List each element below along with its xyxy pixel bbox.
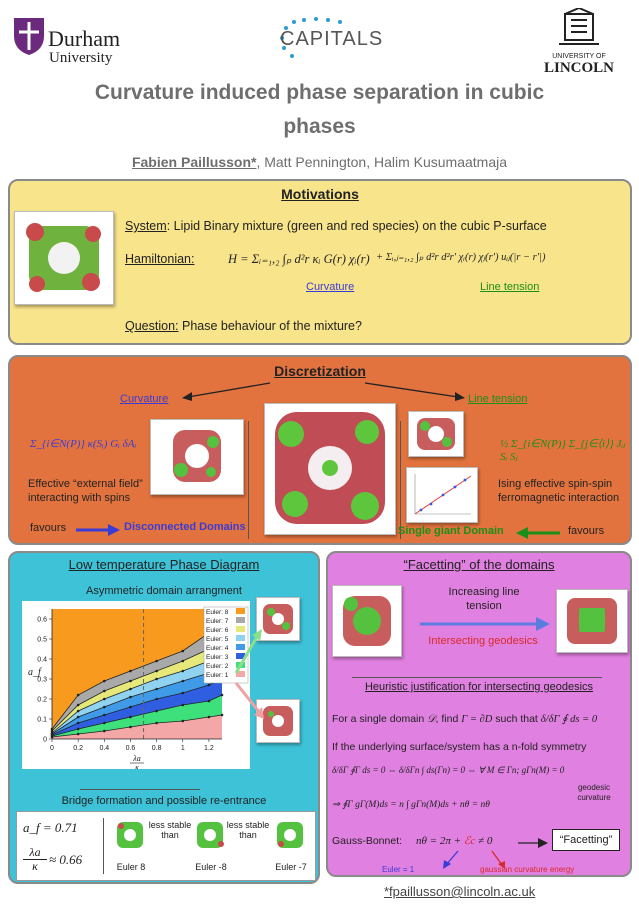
arrow-left-icon: [182, 392, 192, 401]
green-arrow-icon: [516, 527, 560, 539]
hamiltonian-eq-right: + Σᵢ,ⱼ₌₁,₂ ∫ₚ d²r d²r′ χᵢ(r) χⱼ(r′) uᵢⱼ(|r − r′|): [376, 252, 546, 263]
chart-divider: [80, 789, 200, 790]
durham-sub: University: [49, 50, 113, 66]
pink-down-arrow-icon: [236, 683, 260, 713]
boundary-point: [77, 728, 80, 731]
gauss-eq-a: nθ = 2π +: [416, 835, 462, 847]
boundary-point: [77, 710, 80, 713]
right-desc-line2: ferromagnetic interaction: [498, 492, 620, 504]
y-tick-label: 0: [43, 736, 47, 744]
gauss-bonnet-eq: [416, 834, 492, 847]
favours-right: favours: [568, 525, 605, 537]
x-tick-label: 0.6: [125, 745, 136, 752]
facetting-result-arrow-icon: [518, 838, 548, 848]
single-giant-domain: Single giant Domain: [398, 525, 504, 537]
gauss-bonnet-label: Gauss-Bonnet:: [332, 835, 403, 847]
arrow-right-icon: [455, 392, 465, 401]
variation-chain-eq: δ/δΓ ∮Γ ds = 0 ⇔ δ/δΓn ∫ ds(Γn) = 0 ⇔ ∀ M ∈ Γn; gΓn(M) = 0: [332, 765, 565, 775]
y-tick-label: 0.1: [37, 716, 47, 724]
facetting-after-icon: [557, 590, 627, 652]
disconnected-domains: Disconnected Domains: [124, 521, 246, 533]
facetting-before-icon: [333, 586, 401, 656]
phase-diagram-panel: [8, 551, 320, 884]
title-line-2: phases: [283, 115, 356, 138]
disc-curvature-label: Curvature: [120, 393, 169, 405]
legend-label: Euler: 4: [206, 645, 229, 652]
x-tick-label: 0.4: [99, 745, 110, 752]
boundary-point: [208, 716, 211, 719]
question-text: Phase behaviour of the mixture?: [178, 319, 362, 333]
boundary-point: [181, 650, 184, 653]
gauss-note: gaussian curvature energy: [480, 865, 575, 874]
boundary-point: [181, 704, 184, 707]
contact-email[interactable]: [384, 884, 535, 899]
linetension-cube-icon: [409, 412, 463, 456]
af-value: a_f = 0.71: [23, 820, 78, 835]
question-line: [125, 319, 362, 333]
legend-label: Euler: 3: [206, 654, 229, 661]
boundary-point: [181, 670, 184, 673]
legend-label: Euler: 6: [206, 627, 229, 634]
bridge-panel: [16, 811, 316, 881]
boundary-point: [155, 670, 158, 673]
right-divider: [400, 421, 401, 539]
facetting-panel: [326, 551, 632, 877]
author-main: Fabien Paillusson*: [131, 154, 257, 170]
boundary-point: [103, 690, 106, 693]
euler-minus7-icon: [273, 818, 307, 852]
boundary-point: [77, 694, 80, 697]
curvature-cube-image: [150, 419, 244, 495]
curvature-cube-icon: [151, 420, 243, 494]
nfold-line: If the underlying surface/system has a n-fold symmetry: [332, 741, 587, 753]
x-tick-label: 0.2: [73, 745, 84, 752]
red-note-arrow-icon: [492, 851, 502, 865]
phase-diagram-heading: Low temperature Phase Diagram: [68, 557, 260, 572]
poster-title: [0, 76, 639, 144]
curvature-word: curvature: [577, 793, 611, 802]
right-desc: [498, 477, 619, 505]
increasing-line1: Increasing line: [448, 586, 520, 598]
geodesic-word: geodesic: [577, 783, 611, 792]
boundary-point: [129, 688, 132, 691]
single-domain-c: such that: [495, 713, 538, 725]
boundary-point: [221, 714, 224, 717]
p-surface-image: [14, 211, 114, 305]
discretization-panel: [8, 355, 632, 545]
line-tension-label: Line tension: [480, 281, 540, 293]
legend-label: Euler: 5: [206, 636, 229, 643]
euler-8-icon: [113, 818, 147, 852]
y-tick-label: 0.2: [37, 696, 47, 704]
domain-symbol: 𝒟: [427, 714, 436, 725]
single-domain-a: For a single domain: [332, 713, 425, 725]
durham-logo: [12, 14, 142, 70]
legend-label: Euler: 8: [206, 609, 229, 616]
euler-label-2: Euler -8: [195, 862, 227, 872]
heuristic-title: Heuristic justification for intersecting geodesics: [364, 681, 594, 693]
boundary-point: [155, 660, 158, 663]
lincoln-name: LINCOLN: [543, 60, 614, 76]
facetting-heading: “Facetting” of the domains: [403, 557, 555, 572]
legend-label: Euler: 7: [206, 618, 229, 625]
legend-label: Euler: 1: [206, 672, 229, 679]
green-up-arrow-icon: [236, 635, 258, 673]
single-domain-line: [332, 713, 597, 726]
ec-symbol: ℰc: [463, 835, 476, 847]
less-stable-1: less stable than: [148, 820, 192, 840]
gauss-eq-b: ≠ 0: [478, 835, 493, 847]
boundary-point: [103, 722, 106, 725]
facetting-result-box: “Facetting”: [552, 829, 620, 851]
x-tick-label: 0.8: [151, 745, 162, 752]
boundary-point: [129, 696, 132, 699]
boundary-point: [181, 720, 184, 723]
lambda-value: ≈ 0.66: [49, 852, 83, 867]
durham-name: Durham: [48, 26, 121, 51]
discretization-heading: Discretization: [274, 363, 366, 379]
phase-arrows: [230, 613, 290, 753]
hamiltonian-eq-left: H = Σᵢ₌₁,₂ ∫ₚ d²r κᵢ G(r) χᵢ(r): [228, 252, 370, 266]
facetting-after-image: [556, 589, 628, 653]
boundary-point: [103, 706, 106, 709]
motivations-panel: [8, 179, 632, 345]
boundary-point: [77, 722, 80, 725]
y-axis-label: a_f: [28, 667, 41, 678]
boundary-point: [103, 730, 106, 733]
hamiltonian-label: Hamiltonian:: [125, 252, 195, 266]
left-desc-line2: interacting with spins: [28, 492, 131, 504]
boundary-point: [77, 733, 80, 736]
lincoln-logo: [534, 8, 624, 78]
heuristic-divider: [352, 677, 602, 678]
y-tick-label: 0.4: [37, 656, 47, 664]
email-link[interactable]: *fpaillusson@lincoln.ac.uk: [384, 884, 536, 899]
gamma-def: Γ = ∂D: [461, 714, 493, 725]
x-tick-label: 0: [50, 745, 54, 752]
boundary-point: [129, 726, 132, 729]
system-line: [125, 219, 547, 233]
integral-eq: ⇒ ∮Γ gΓ(M)ds = n ∫ gΓn(M)ds + nθ = nθ: [332, 800, 490, 810]
euler-label-3: Euler -7: [275, 862, 307, 872]
system-text: : Lipid Binary mixture (green and red species) on the cubic P-surface: [166, 219, 547, 233]
title-line-1: Curvature induced phase separation in cubic: [94, 81, 545, 104]
lincoln-crest-icon: [557, 8, 601, 48]
increasing-text: [424, 585, 544, 613]
boundary-point: [103, 714, 106, 717]
authors: [0, 154, 639, 170]
durham-crest-icon: [12, 16, 46, 56]
disc-linetension-label: Line tension: [468, 393, 528, 405]
boundary-point: [155, 678, 158, 681]
capitals-text: CAPITALS: [280, 28, 384, 50]
curvature-sum-eq: Σ_{i∈N(P)} κ(Sᵢ) Gᵢ δAᵢ: [30, 438, 137, 450]
phase-chart-container: [22, 601, 250, 769]
boundary-point: [155, 710, 158, 713]
blue-arrow-icon: [76, 524, 120, 536]
euler-note: Euler = 1: [382, 865, 415, 874]
boundary-point: [129, 716, 132, 719]
x-axis-label-num: λa: [133, 754, 141, 763]
increasing-line2: tension: [466, 600, 502, 612]
question-label: Question:: [125, 319, 179, 333]
scatter-fit-icon: [407, 468, 477, 522]
scatter-fit-image: [406, 467, 478, 523]
boundary-point: [208, 700, 211, 703]
authors-rest: , Matt Pennington, Halim Kusumaatmaja: [256, 154, 508, 170]
boundary-point: [181, 680, 184, 683]
x-axis-label-den: κ: [135, 763, 139, 769]
ising-sum-eq: ½ Σ_{i∈N(P)} Σ_{j∈⟨i⟩} Jᵢⱼ Sᵢ Sⱼ: [500, 438, 626, 463]
phase-diagram-subtitle: Asymmetric domain arrangment: [86, 585, 242, 597]
facetting-before-image: [332, 585, 402, 657]
boundary-point: [129, 706, 132, 709]
boundary-point: [181, 660, 184, 663]
p-surface-icon: [15, 212, 113, 304]
boundary-point: [181, 692, 184, 695]
linetension-cube-image: [408, 411, 464, 457]
left-desc-line1: Effective “external field”: [28, 478, 143, 490]
euler-label-1: Euler 8: [116, 862, 146, 872]
boundary-point: [129, 680, 132, 683]
bridge-title: Bridge formation and possible re-entrance: [61, 795, 267, 807]
lambda-den: κ: [32, 859, 38, 873]
intersecting-geodesics: Intersecting geodesics: [428, 635, 538, 647]
boundary-point: [103, 680, 106, 683]
y-tick-label: 0.5: [37, 636, 47, 644]
left-divider: [248, 421, 249, 539]
lambda-num: λa: [23, 846, 47, 860]
curvature-label: Curvature: [306, 281, 355, 293]
x-tick-label: 1.2: [204, 745, 214, 752]
bridge-divider: [103, 818, 104, 874]
boundary-point: [129, 670, 132, 673]
boundary-point: [155, 698, 158, 701]
boundary-point: [103, 698, 106, 701]
mesh-surface-image: [264, 403, 396, 535]
facetting-arrow-icon: [420, 617, 550, 631]
right-desc-line1: Ising effective spin-spin: [498, 478, 613, 490]
single-domain-b: , find: [435, 713, 459, 725]
lambda-frac: [23, 846, 47, 873]
euler-minus8-icon: [193, 818, 227, 852]
lincoln-sub: UNIVERSITY OF: [552, 53, 606, 60]
geodesic-curvature-note: [564, 783, 624, 803]
capitals-logo: [276, 16, 384, 60]
boundary-point: [77, 704, 80, 707]
variation-eq: δ/δΓ ∮ ds = 0: [540, 714, 598, 725]
mesh-surface-icon: [265, 404, 395, 534]
boundary-point: [77, 716, 80, 719]
x-tick-label: 1: [180, 745, 185, 752]
boundary-point: [155, 688, 158, 691]
less-stable-2: less stable than: [226, 820, 270, 840]
phase-chart: [22, 601, 250, 769]
boundary-point: [155, 722, 158, 725]
legend-label: Euler: 2: [206, 663, 229, 670]
boundary-point: [221, 694, 224, 697]
y-tick-label: 0.3: [37, 676, 47, 684]
boundary-point: [208, 684, 211, 687]
motivations-heading: Motivations: [281, 186, 359, 202]
favours-left: favours: [30, 522, 67, 534]
system-label: System: [125, 219, 167, 233]
left-desc: [28, 477, 143, 505]
y-tick-label: 0.6: [37, 616, 47, 624]
